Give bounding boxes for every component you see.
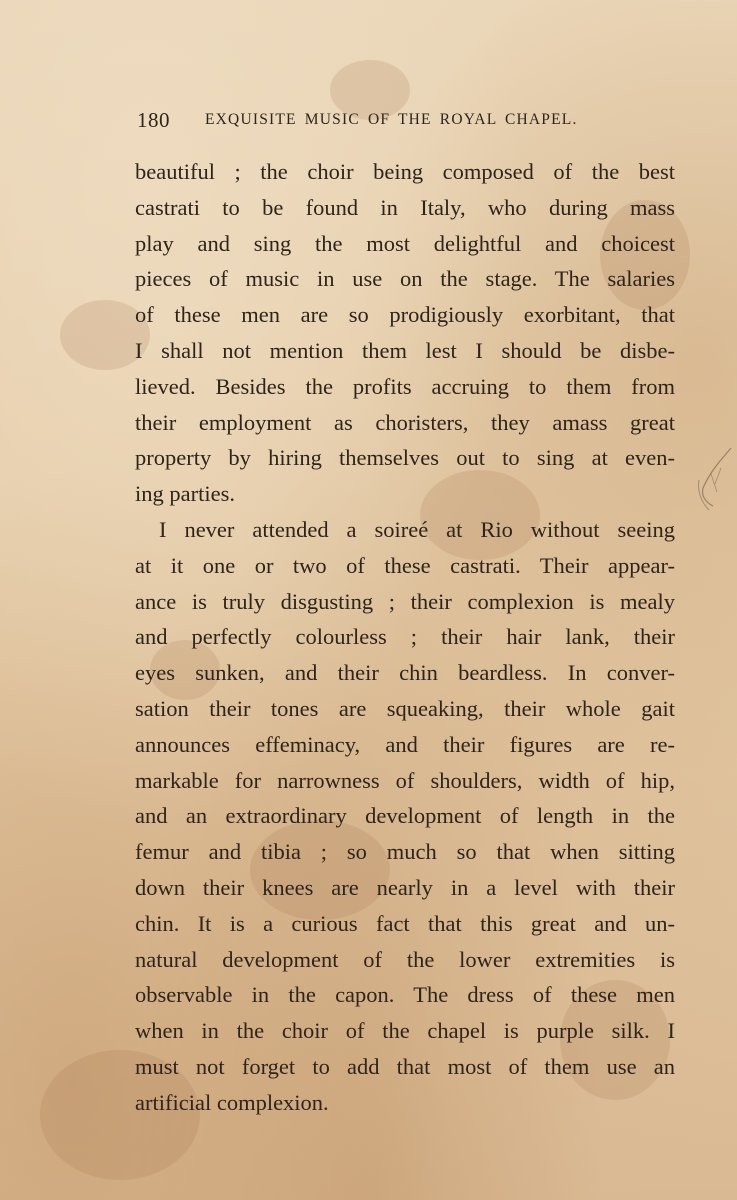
text-line: markable for narrowness of shoulders, width of hip,	[135, 767, 675, 793]
text-line: their employment as choristers, they amass great	[135, 409, 675, 435]
margin-bleedthrough-mark	[691, 440, 737, 520]
text-line: natural development of the lower extremities is	[135, 946, 675, 972]
text-line: and an extraordinary development of length in the	[135, 803, 675, 829]
text-line: property by hiring themselves out to sing at even-	[135, 445, 675, 471]
text-line: ing parties.	[135, 481, 235, 507]
text-line: at it one or two of these castrati. Their appear-	[135, 552, 675, 578]
paragraph-1	[135, 154, 675, 512]
text-line: I never attended a soireé at Rio without seeing	[159, 516, 675, 542]
text-line: castrati to be found in Italy, who during mass	[135, 194, 675, 220]
text-line: of these men are so prodigiously exorbitant, that	[135, 302, 675, 328]
text-line: sation their tones are squeaking, their whole gait	[135, 695, 675, 721]
page-number: 180	[137, 108, 170, 132]
text-line: femur and tibia ; so much so that when sitting	[135, 839, 675, 865]
text-line: when in the choir of the chapel is purple silk. I	[135, 1018, 675, 1044]
running-header	[137, 108, 613, 136]
text-line: play and sing the most delightful and choicest	[135, 230, 675, 256]
text-line: observable in the capon. The dress of these men	[135, 982, 675, 1008]
text-line: must not forget to add that most of them use an	[135, 1053, 675, 1079]
body-text	[135, 154, 675, 1121]
text-line: beautiful ; the choir being composed of the best	[135, 159, 675, 184]
text-line: ance is truly disgusting ; their complexion is mealy	[135, 588, 675, 614]
text-line: chin. It is a curious fact that this great and un-	[135, 910, 675, 936]
text-line: I shall not mention them lest I should be disbe-	[135, 337, 675, 363]
text-line: eyes sunken, and their chin beardless. In conver-	[135, 660, 675, 686]
text-line: pieces of music in use on the stage. The salaries	[135, 266, 675, 292]
text-line: announces effeminacy, and their figures are re-	[135, 731, 675, 757]
text-line: down their knees are nearly in a level with their	[135, 874, 675, 900]
text-line: artificial complexion.	[135, 1089, 329, 1115]
running-title: EXQUISITE MUSIC OF THE ROYAL CHAPEL.	[205, 111, 578, 128]
text-line: and perfectly colourless ; their hair lank, their	[135, 624, 675, 650]
text-line: lieved. Besides the profits accruing to them from	[135, 373, 675, 399]
paragraph-2	[135, 512, 675, 1121]
